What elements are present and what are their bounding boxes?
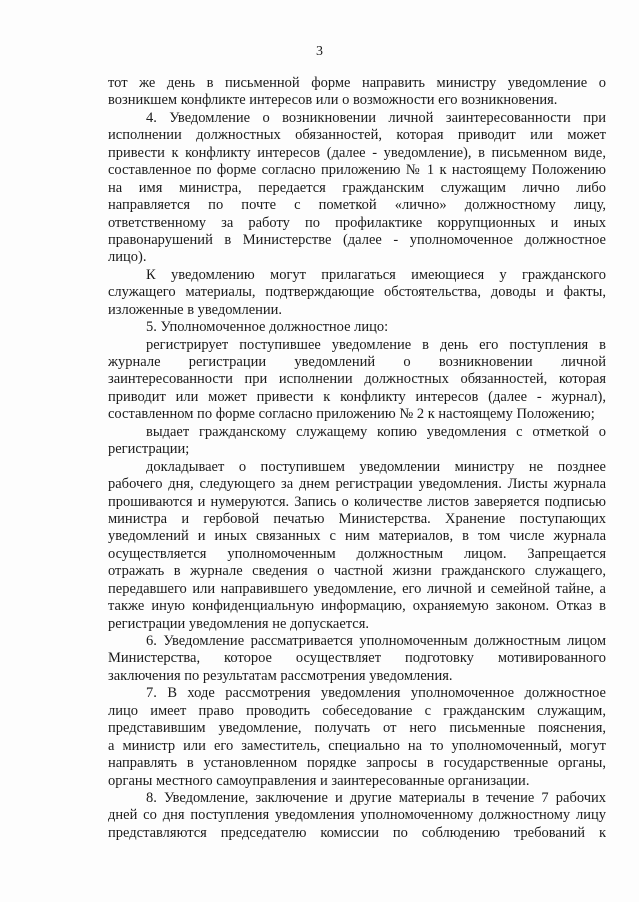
text-line: Министерства, которое осуществляет подготовку мотивированного [108, 650, 606, 667]
text-line: тот же день в письменной форме направить министру уведомление о [108, 75, 606, 91]
page-number: 3 [316, 44, 323, 59]
text-line: министра и гербовой печатью Министерства. Хранение поступающих [108, 510, 606, 527]
text-line: служащего материалы, подтверждающие обстоятельства, доводы и факты, [108, 284, 606, 301]
text-line: 5. Уполномоченное должностное лицо: [146, 319, 389, 336]
text-line: ответственному за работу по профилактике коррупционных и иных [108, 214, 606, 231]
text-line: 8. Уведомление, заключение и другие материалы в течение 7 рабочих [146, 789, 606, 806]
text-line: исполнении должностных обязанностей, которая приводит или может [108, 127, 606, 144]
text-line: возникшем конфликте интересов или о возможности его возникновения. [108, 92, 558, 109]
text-line: 4. Уведомление о возникновении личной заинтересованности при [146, 109, 606, 126]
text-line: 6. Уведомление рассматривается уполномоченным должностным лицом [146, 633, 606, 649]
text-line: направляется по почте с пометкой «лично» должностному лицу, [108, 197, 606, 214]
text-line: рабочего дня, следующего за днем регистрации уведомления. Листы журнала [108, 476, 606, 493]
text-line: также иную конфиденциальную информацию, охраняемую законом. Отказ в [108, 598, 606, 615]
text-line: составленном по форме согласно приложению № 2 к настоящему Положению; [108, 406, 595, 423]
text-line: представившим уведомление, получать от него письменные пояснения, [108, 720, 606, 737]
text-line: уведомлений и иных связанных с ним материалов, в том числе журнала [108, 528, 606, 545]
text-line: а министр или его заместитель, специально на то уполномоченный, могут [108, 737, 606, 754]
text-line: изложенные в уведомлении. [108, 301, 283, 318]
text-line: лицо). [108, 249, 147, 266]
text-line: К уведомлению могут прилагаться имеющиеся у гражданского [146, 266, 606, 283]
text-line: лицо имеет право проводить собеседование с гражданским служащим, [108, 702, 606, 719]
text-line: заключения по результатам рассмотрения уведомления. [108, 667, 453, 684]
text-line: регистрации; [108, 441, 190, 458]
text-line: журнале регистрации уведомлений о возникновении личной [108, 354, 606, 370]
text-line: передавшего или направившего уведомление, его личной и семейной тайне, а [108, 580, 606, 597]
text-line: направлять в установленном порядке запросы в государственные органы, [108, 755, 606, 772]
text-line: регистрирует поступившее уведомление в день его поступления в [146, 336, 606, 353]
text-line: правонарушений в Министерстве (далее - уполномоченное должностное [108, 231, 606, 248]
text-line: выдает гражданскому служащему копию уведомления с отметкой о [146, 423, 606, 440]
text-line: привести к конфликту интересов (далее - уведомление), в письменном виде, [108, 144, 606, 161]
text-line: дней со дня поступления уведомления уполномоченному должностному лицу [108, 807, 606, 824]
text-line: отражать в журнале сведения о частной жизни гражданского служащего, [108, 563, 606, 580]
text-line: заинтересованности при исполнении должностных обязанностей, которая [108, 371, 606, 388]
text-line: осуществляется уполномоченным должностным лицом. Запрещается [108, 545, 606, 562]
text-line: прошиваются и нумеруются. Запись о количестве листов заверяется подписью [108, 493, 606, 510]
text-line: органы местного самоуправления и заинтересованные организации. [108, 772, 530, 789]
text-line: на имя министра, передается гражданским служащим лично либо [108, 179, 606, 196]
text-line: докладывает о поступившем уведомлении министру не позднее [146, 458, 606, 475]
text-line: приводит или может привести к конфликту интересов (далее - журнал), [108, 388, 606, 405]
text-line: регистрации уведомления не допускается. [108, 615, 370, 632]
document-body [108, 75, 606, 842]
text-line: составленное по форме согласно приложению № 1 к настоящему Положению [108, 162, 606, 179]
text-line: представляются председателю комиссии по соблюдению требований к [108, 824, 606, 841]
text-line: 7. В ходе рассмотрения уведомления уполномоченное должностное [146, 685, 606, 702]
